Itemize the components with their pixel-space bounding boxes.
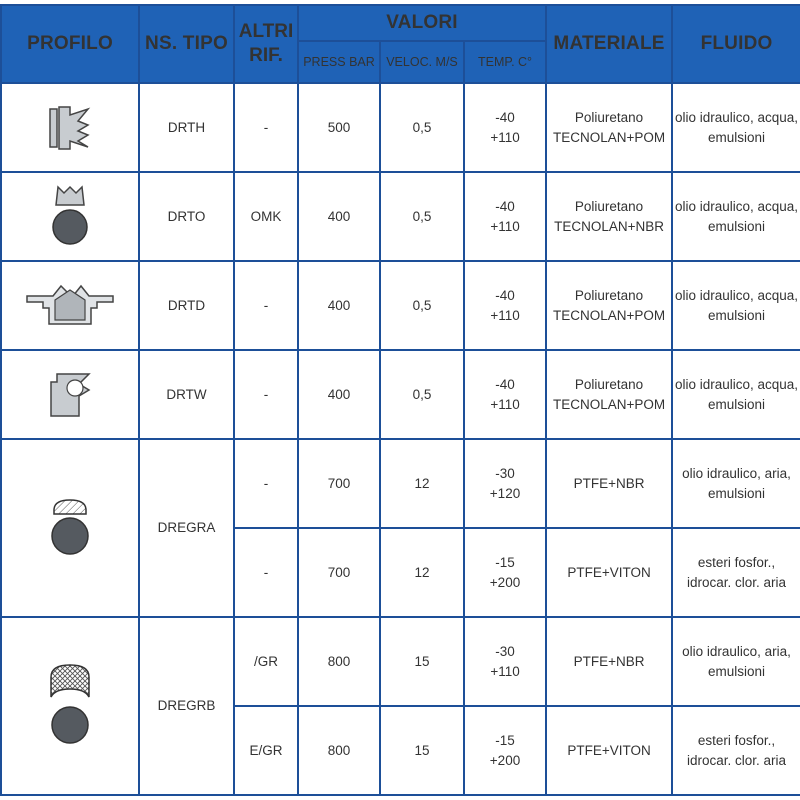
fluido-value: olio idraulico, acqua, emulsioni xyxy=(674,109,799,145)
temp-cell xyxy=(464,350,546,439)
tipo-cell: DRTO xyxy=(139,172,234,261)
materiale-cell: PTFE+VITON xyxy=(546,528,672,617)
altri-cell: E/GR xyxy=(234,706,298,795)
fluido-cell xyxy=(672,172,800,261)
temp-value: -40 +110 xyxy=(490,376,520,412)
header-tipo: NS. TIPO xyxy=(139,5,234,83)
fluido-value: olio idraulico, acqua, emulsioni xyxy=(674,198,799,234)
press-cell: 700 xyxy=(298,439,380,528)
tipo-cell: DREGRA xyxy=(139,439,234,617)
press-cell: 800 xyxy=(298,706,380,795)
temp-cell xyxy=(464,617,546,706)
fluido-value: olio idraulico, aria, emulsioni xyxy=(682,465,791,501)
temp-value: -30 +110 xyxy=(490,643,520,679)
materiale-cell: PTFE+NBR xyxy=(546,439,672,528)
materiale-cell xyxy=(546,83,672,172)
drtw-seal-profile-icon xyxy=(45,370,95,420)
temp-value: -15 +200 xyxy=(489,554,521,590)
drtd-seal-profile-icon xyxy=(25,284,115,328)
materiale-value: Poliuretano TECNOLAN+POM xyxy=(552,376,666,412)
fluido-value: olio idraulico, acqua, emulsioni xyxy=(674,376,799,412)
header-altri xyxy=(234,5,298,83)
veloc-cell: 15 xyxy=(380,706,464,795)
dregra-seal-profile-icon xyxy=(48,496,92,560)
veloc-cell: 12 xyxy=(380,528,464,617)
altri-cell: - xyxy=(234,261,298,350)
fluido-value: olio idraulico, acqua, emulsioni xyxy=(674,287,799,323)
fluido-cell xyxy=(672,528,800,617)
header-altri-line1: ALTRI xyxy=(238,21,294,42)
temp-value: -40 +110 xyxy=(490,287,520,323)
veloc-cell: 15 xyxy=(380,617,464,706)
header-materiale: MATERIALE xyxy=(546,5,672,83)
tipo-cell: DREGRB xyxy=(139,617,234,795)
materiale-cell: PTFE+NBR xyxy=(546,617,672,706)
temp-cell xyxy=(464,528,546,617)
header-veloc: VELOC. M/S xyxy=(380,41,464,83)
temp-value: -40 +110 xyxy=(490,109,520,145)
veloc-cell: 0,5 xyxy=(380,83,464,172)
fluido-cell xyxy=(672,261,800,350)
fluido-cell xyxy=(672,350,800,439)
header-altri-line2: RIF. xyxy=(249,45,283,66)
altri-cell: - xyxy=(234,350,298,439)
altri-cell: - xyxy=(234,528,298,617)
materiale-cell: PTFE+VITON xyxy=(546,706,672,795)
veloc-cell: 12 xyxy=(380,439,464,528)
table-row xyxy=(1,617,800,706)
tipo-cell: DRTW xyxy=(139,350,234,439)
materiale-cell xyxy=(546,261,672,350)
temp-cell xyxy=(464,706,546,795)
veloc-cell: 0,5 xyxy=(380,172,464,261)
profile-cell xyxy=(1,261,139,350)
temp-cell xyxy=(464,261,546,350)
altri-cell: OMK xyxy=(234,172,298,261)
tipo-cell: DRTH xyxy=(139,83,234,172)
temp-value: -15 +200 xyxy=(489,732,521,768)
altri-cell: - xyxy=(234,439,298,528)
veloc-cell: 0,5 xyxy=(380,261,464,350)
profile-cell xyxy=(1,617,139,795)
header-temp: TEMP. C° xyxy=(464,41,546,83)
temp-value: -40 +110 xyxy=(490,198,520,234)
table-row xyxy=(1,350,800,439)
profile-cell xyxy=(1,439,139,617)
materiale-value: Poliuretano TECNOLAN+POM xyxy=(552,109,666,145)
table-row xyxy=(1,83,800,172)
press-cell: 800 xyxy=(298,617,380,706)
materiale-value: Poliuretano TECNOLAN+POM xyxy=(552,287,666,323)
profile-cell xyxy=(1,350,139,439)
fluido-cell xyxy=(672,706,800,795)
veloc-cell: 0,5 xyxy=(380,350,464,439)
table-row xyxy=(1,172,800,261)
dregrb-seal-profile-icon xyxy=(45,661,95,751)
temp-cell xyxy=(464,83,546,172)
fluido-value: esteri fosfor., idrocar. clor. aria xyxy=(687,732,787,768)
press-cell: 500 xyxy=(298,83,380,172)
press-cell: 400 xyxy=(298,261,380,350)
fluido-cell xyxy=(672,83,800,172)
fluido-cell xyxy=(672,439,800,528)
drth-seal-profile-icon xyxy=(48,103,92,153)
table-row xyxy=(1,439,800,528)
altri-cell: - xyxy=(234,83,298,172)
header-profilo: PROFILO xyxy=(1,5,139,83)
header-valori: VALORI xyxy=(298,5,546,41)
fluido-value: olio idraulico, aria, emulsioni xyxy=(682,643,791,679)
materiale-cell xyxy=(546,350,672,439)
materiale-value: Poliuretano TECNOLAN+NBR xyxy=(554,198,664,234)
header-press: PRESS BAR xyxy=(298,41,380,83)
seal-spec-table xyxy=(0,4,800,796)
temp-cell xyxy=(464,439,546,528)
header-fluido: FLUIDO xyxy=(672,5,800,83)
table-row xyxy=(1,261,800,350)
profile-cell xyxy=(1,172,139,261)
profile-cell xyxy=(1,83,139,172)
temp-value: -30 +120 xyxy=(489,465,521,501)
altri-cell: /GR xyxy=(234,617,298,706)
press-cell: 700 xyxy=(298,528,380,617)
fluido-cell xyxy=(672,617,800,706)
press-cell: 400 xyxy=(298,350,380,439)
tipo-cell: DRTD xyxy=(139,261,234,350)
drto-seal-profile-icon xyxy=(50,185,90,249)
temp-cell xyxy=(464,172,546,261)
press-cell: 400 xyxy=(298,172,380,261)
fluido-value: esteri fosfor., idrocar. clor. aria xyxy=(687,554,787,590)
materiale-cell xyxy=(546,172,672,261)
